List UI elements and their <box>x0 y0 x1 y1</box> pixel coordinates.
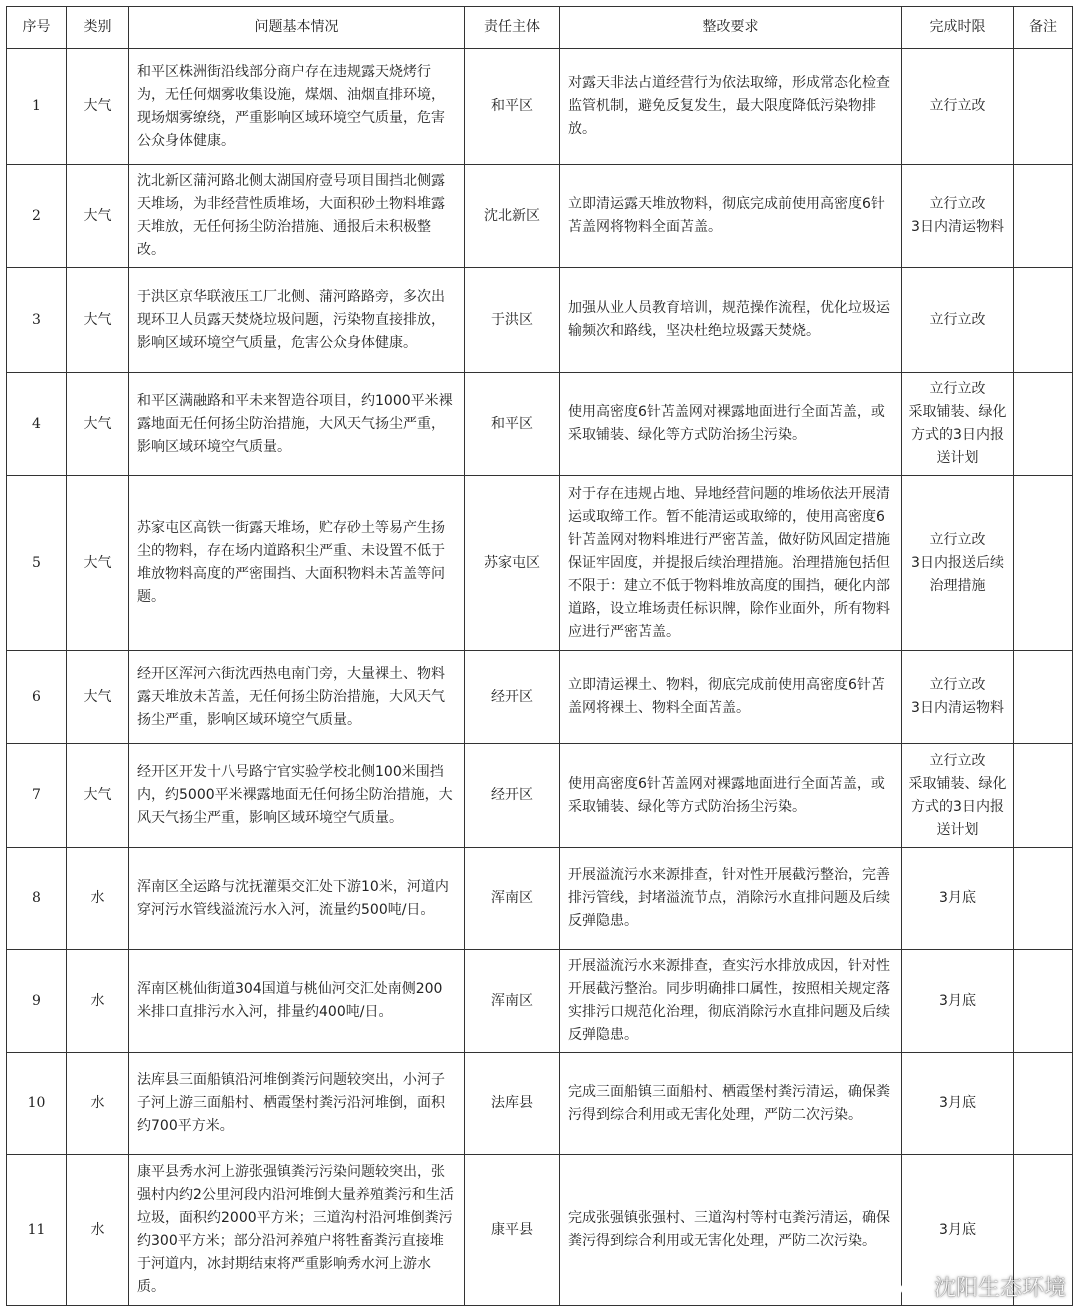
cell-description: 沈北新区蒲河路北侧太湖国府壹号项目围挡北侧露天堆场，为非经营性质堆场，大面积砂土物料堆露天堆放，无任何扬尘防治措施、通报后未积极整改。 <box>129 165 465 268</box>
table-row <box>7 1053 1073 1155</box>
cell-category: 大气 <box>67 651 129 744</box>
cell-deadline <box>902 476 1014 651</box>
cell-description: 于洪区京华联液压工厂北侧、蒲河路路旁，多次出现环卫人员露天焚烧垃圾问题，污染物直接排放，影响区域环境空气质量，危害公众身体健康。 <box>129 268 465 373</box>
cell-requirement: 完成张强镇张强村、三道沟村等村屯粪污清运，确保粪污得到综合利用或无害化处理，严防二次污染。 <box>560 1155 902 1306</box>
cell-deadline <box>902 268 1014 373</box>
deadline-line: 采取铺装、绿化方式的3日内报送计划 <box>908 775 1007 838</box>
table-row <box>7 373 1073 476</box>
watermark <box>900 1271 1066 1301</box>
table-row <box>7 950 1073 1053</box>
cell-num: 3 <box>7 268 67 373</box>
cell-num: 2 <box>7 165 67 268</box>
cell-responsible: 于洪区 <box>465 268 560 373</box>
cell-category: 大气 <box>67 165 129 268</box>
cell-num: 4 <box>7 373 67 476</box>
cell-description: 法库县三面船镇沿河堆倒粪污问题较突出，小河子子河上游三面船村、栖霞堡村粪污沿河堆倒，面积约700平方米。 <box>129 1053 465 1155</box>
deadline-line: 采取铺装、绿化方式的3日内报送计划 <box>908 404 1007 466</box>
cell-responsible: 浑南区 <box>465 950 560 1053</box>
cell-responsible: 和平区 <box>465 49 560 165</box>
deadline-line: 3月底 <box>939 1095 976 1111</box>
cell-remarks <box>1014 476 1073 651</box>
cell-category: 水 <box>67 1053 129 1155</box>
deadline-line: 立行立改 <box>929 677 986 693</box>
cell-category: 水 <box>67 848 129 950</box>
cell-deadline <box>902 49 1014 165</box>
cell-remarks <box>1014 848 1073 950</box>
cell-category: 大气 <box>67 49 129 165</box>
cell-remarks <box>1014 373 1073 476</box>
deadline-line: 立行立改 <box>929 311 986 328</box>
header-deadline: 完成时限 <box>902 7 1014 49</box>
deadline-line: 3月底 <box>939 1221 976 1238</box>
cell-remarks <box>1014 1053 1073 1155</box>
deadline-line: 立行立改 <box>929 196 986 212</box>
cell-remarks <box>1014 651 1073 744</box>
cell-requirement: 使用高密度6针苫盖网对裸露地面进行全面苫盖，或采取铺装、绿化等方式防治扬尘污染。 <box>560 744 902 848</box>
cell-requirement: 对露天非法占道经营行为依法取缔，形成常态化检查监管机制，避免反复发生，最大限度降低污染物排放。 <box>560 49 902 165</box>
cell-requirement: 开展溢流污水来源排查，针对性开展截污整治，完善排污管线，封堵溢流节点，消除污水直排问题及后续反弹隐患。 <box>560 848 902 950</box>
cell-category: 水 <box>67 1155 129 1306</box>
table-body <box>7 49 1073 1306</box>
cell-remarks <box>1014 165 1073 268</box>
table-row <box>7 476 1073 651</box>
cell-description: 经开区浑河六街沈西热电南门旁，大量裸土、物料露天堆放未苫盖，无任何扬尘防治措施，大风天气扬尘严重，影响区域环境空气质量。 <box>129 651 465 744</box>
header-responsible: 责任主体 <box>465 7 560 49</box>
rectification-table <box>6 6 1073 1306</box>
cell-description: 和平区满融路和平未来智造谷项目，约1000平米裸露地面无任何扬尘防治措施，大风天气扬尘严重，影响区域环境空气质量。 <box>129 373 465 476</box>
cell-deadline <box>902 744 1014 848</box>
cell-requirement: 对于存在违规占地、异地经营问题的堆场依法开展清运或取缔工作。暂不能清运或取缔的，使用高密度6针苫盖网对物料堆进行严密苫盖，做好防风固定措施保证牢固度，并提报后续治理措施。治理措施包括但不限于：建立不低于物料堆放高度的围挡，硬化内部道路，设立堆场责任标识牌，除作业面外，所有物料应进行严密苫盖。 <box>560 476 902 651</box>
table-row <box>7 651 1073 744</box>
deadline-line: 立行立改 <box>929 381 986 397</box>
cell-responsible: 经开区 <box>465 744 560 848</box>
cell-requirement: 完成三面船镇三面船村、栖霞堡村粪污清运，确保粪污得到综合利用或无害化处理，严防二次污染。 <box>560 1053 902 1155</box>
cell-category: 大气 <box>67 476 129 651</box>
table-row <box>7 165 1073 268</box>
cell-num: 10 <box>7 1053 67 1155</box>
watermark-text: 沈阳生态环境 <box>933 1275 1066 1301</box>
cell-requirement: 立即清运露天堆放物料，彻底完成前使用高密度6针苫盖网将物料全面苫盖。 <box>560 165 902 268</box>
table-row <box>7 268 1073 373</box>
cell-category: 水 <box>67 950 129 1053</box>
cell-deadline <box>902 848 1014 950</box>
cell-remarks <box>1014 268 1073 373</box>
table-row <box>7 744 1073 848</box>
cell-description: 经开区开发十八号路宁官实验学校北侧100米围挡内，约5000平米裸露地面无任何扬尘防治措施，大风天气扬尘严重，影响区域环境空气质量。 <box>129 744 465 848</box>
cell-responsible: 苏家屯区 <box>465 476 560 651</box>
header-num: 序号 <box>7 7 67 49</box>
deadline-line: 3日内报送后续治理措施 <box>911 554 1004 594</box>
cell-category: 大气 <box>67 268 129 373</box>
cell-num: 11 <box>7 1155 67 1306</box>
cell-remarks <box>1014 744 1073 848</box>
table-row <box>7 848 1073 950</box>
cell-requirement: 立即清运裸土、物料，彻底完成前使用高密度6针苫盖网将裸土、物料全面苫盖。 <box>560 651 902 744</box>
cell-deadline <box>902 373 1014 476</box>
cell-responsible: 康平县 <box>465 1155 560 1306</box>
header-remarks: 备注 <box>1014 7 1073 49</box>
cell-remarks <box>1014 950 1073 1053</box>
header-requirement: 整改要求 <box>560 7 902 49</box>
cell-responsible: 和平区 <box>465 373 560 476</box>
cell-description: 康平县秀水河上游张强镇粪污污染问题较突出，张强村内约2公里河段内沿河堆倒大量养殖粪污和生活垃圾，面积约2000平方米；三道沟村沿河堆倒粪污约300平方米；部分沿河养殖户将牲畜粪污直接堆于河道内，冰封期结束将严重影响秀水河上游水质。 <box>129 1155 465 1306</box>
header-description: 问题基本情况 <box>129 7 465 49</box>
header-category: 类别 <box>67 7 129 49</box>
cell-num: 8 <box>7 848 67 950</box>
cell-requirement: 使用高密度6针苫盖网对裸露地面进行全面苫盖，或采取铺装、绿化等方式防治扬尘污染。 <box>560 373 902 476</box>
cell-category: 大气 <box>67 373 129 476</box>
weibo-icon <box>900 1274 928 1298</box>
cell-num: 5 <box>7 476 67 651</box>
deadline-line: 3日内清运物料 <box>911 700 1004 716</box>
cell-deadline <box>902 651 1014 744</box>
cell-num: 9 <box>7 950 67 1053</box>
cell-remarks <box>1014 49 1073 165</box>
cell-deadline <box>902 1053 1014 1155</box>
cell-description: 和平区株洲街沿线部分商户存在违规露天烧烤行为，无任何烟雾收集设施，煤烟、油烟直排环境，现场烟雾缭绕，严重影响区域环境空气质量，危害公众身体健康。 <box>129 49 465 165</box>
deadline-line: 3月底 <box>939 992 976 1009</box>
cell-requirement: 开展溢流污水来源排查，查实污水排放成因，针对性开展截污整治。同步明确排口属性，按照相关规定落实排污口规范化治理，彻底消除污水直排问题及后续反弹隐患。 <box>560 950 902 1053</box>
cell-deadline <box>902 165 1014 268</box>
cell-responsible: 沈北新区 <box>465 165 560 268</box>
cell-num: 7 <box>7 744 67 848</box>
table-header-row <box>7 7 1073 49</box>
cell-description: 浑南区桃仙街道304国道与桃仙河交汇处南侧200米排口直排污水入河，排量约400吨/日。 <box>129 950 465 1053</box>
cell-responsible: 浑南区 <box>465 848 560 950</box>
cell-category: 大气 <box>67 744 129 848</box>
deadline-line: 3月底 <box>939 890 976 906</box>
cell-num: 1 <box>7 49 67 165</box>
cell-responsible: 法库县 <box>465 1053 560 1155</box>
cell-description: 苏家屯区高铁一街露天堆场，贮存砂土等易产生扬尘的物料，存在场内道路积尘严重、未设置不低于堆放物料高度的严密围挡、大面积物料未苫盖等问题。 <box>129 476 465 651</box>
cell-requirement: 加强从业人员教育培训，规范操作流程，优化垃圾运输频次和路线，坚决杜绝垃圾露天焚烧。 <box>560 268 902 373</box>
cell-num: 6 <box>7 651 67 744</box>
cell-responsible: 经开区 <box>465 651 560 744</box>
cell-description: 浑南区全运路与沈抚灌渠交汇处下游10米，河道内穿河污水管线溢流污水入河，流量约500吨/日。 <box>129 848 465 950</box>
table-row <box>7 49 1073 165</box>
deadline-line: 立行立改 <box>929 531 986 548</box>
deadline-line: 立行立改 <box>929 98 986 114</box>
cell-deadline <box>902 950 1014 1053</box>
deadline-line: 立行立改 <box>929 752 986 769</box>
deadline-line: 3日内清运物料 <box>911 219 1004 235</box>
